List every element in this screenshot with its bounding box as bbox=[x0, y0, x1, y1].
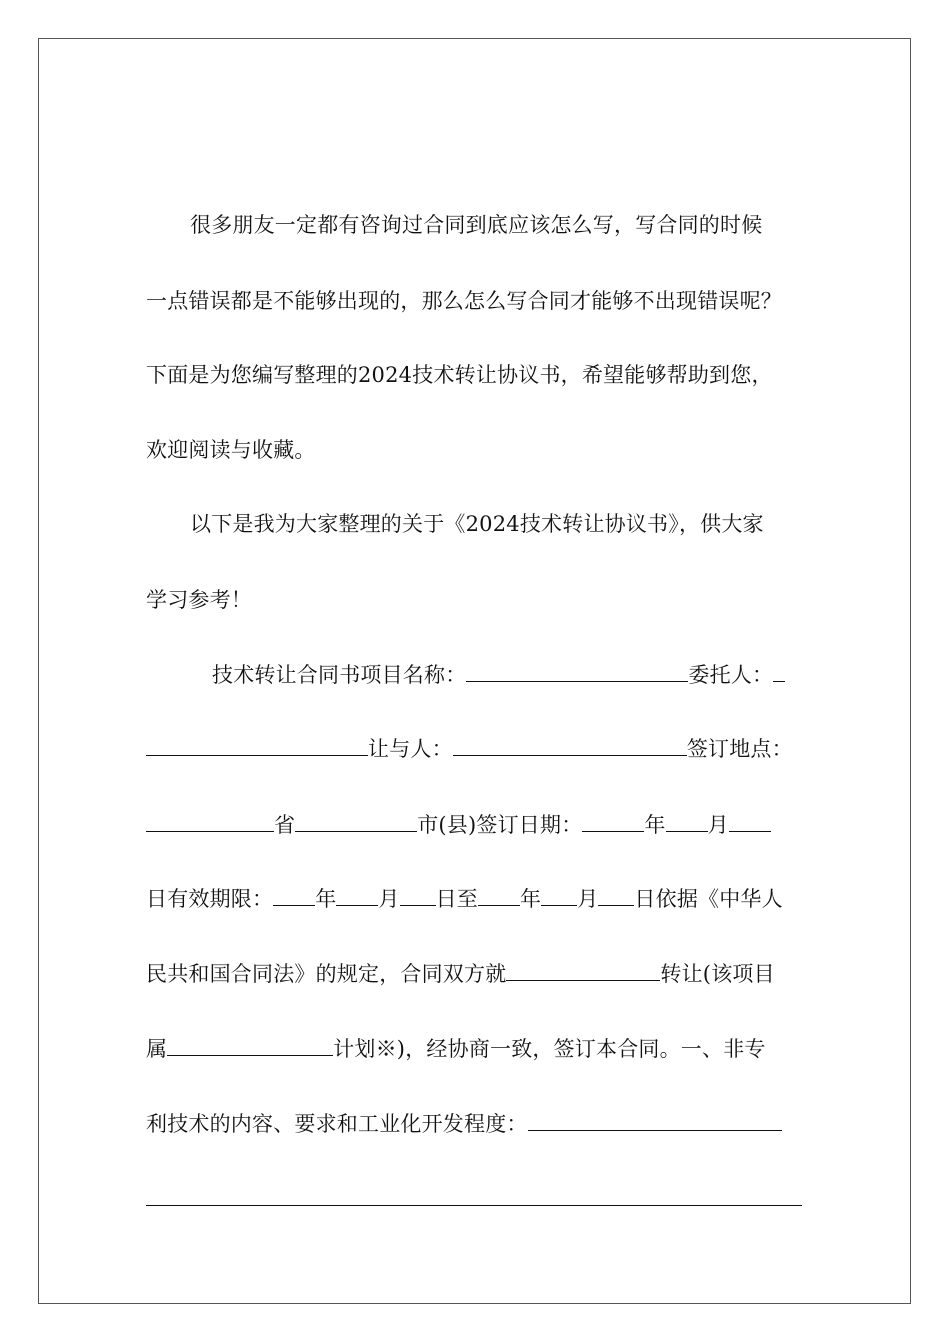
sign-month-label: 月 bbox=[707, 813, 729, 837]
from-year-blank bbox=[273, 885, 315, 906]
content-blank-line bbox=[146, 1205, 802, 1206]
entrust-label: 委托人： bbox=[688, 663, 774, 687]
from-month-blank bbox=[336, 885, 378, 906]
transfer-item-label: 转让(该项目 bbox=[660, 962, 775, 986]
province-blank bbox=[146, 811, 274, 832]
plan-blank bbox=[167, 1035, 333, 1056]
contract-line-5 bbox=[146, 959, 775, 989]
day-to-label: 日至 bbox=[435, 887, 479, 911]
contract-line-3 bbox=[146, 810, 771, 840]
entrust-blank-start bbox=[773, 661, 785, 682]
intro-line-3: 下面是为您编写整理的2024技术转让协议书，希望能够帮助到您， bbox=[146, 363, 773, 387]
from-month-label: 月 bbox=[378, 887, 400, 911]
intro-line-4: 欢迎阅读与收藏。 bbox=[146, 438, 316, 462]
intro-line-2: 一点错误都是不能够出现的，那么怎么写合同才能够不出现错误呢？ bbox=[146, 289, 782, 313]
transferee-blank bbox=[453, 735, 687, 756]
contract-line-7 bbox=[146, 1109, 782, 1139]
sign-day-blank bbox=[729, 811, 771, 832]
to-month-label: 月 bbox=[577, 887, 599, 911]
sign-year-blank bbox=[582, 811, 644, 832]
content-label: 利技术的内容、要求和工业化开发程度： bbox=[146, 1112, 528, 1136]
to-year-label: 年 bbox=[520, 887, 542, 911]
to-year-blank bbox=[478, 885, 520, 906]
validity-label: 日有效期限： bbox=[146, 887, 274, 911]
province-label: 省 bbox=[274, 813, 296, 837]
entrust-blank bbox=[146, 735, 368, 756]
transferee-label: 让与人： bbox=[368, 737, 453, 761]
sign-year-label: 年 bbox=[644, 813, 666, 837]
lead-line-2: 学习参考！ bbox=[146, 588, 252, 612]
law-text: 民共和国合同法》的规定，合同双方就 bbox=[146, 962, 507, 986]
content-blank bbox=[528, 1110, 782, 1131]
project-name-label: 技术转让合同书项目名称： bbox=[212, 663, 467, 687]
to-day-blank bbox=[598, 885, 634, 906]
contract-line-4 bbox=[146, 884, 783, 914]
city-date-label: 市(县)签订日期： bbox=[417, 813, 583, 837]
according-label: 日依据《中华人 bbox=[634, 887, 783, 911]
sign-place-label: 签订地点： bbox=[686, 737, 793, 761]
transfer-subject-blank bbox=[506, 960, 660, 981]
intro-line-1: 很多朋友一定都有咨询过合同到底应该怎么写，写合同的时候 bbox=[190, 213, 763, 237]
plan-tail-text: 计划※)，经协商一致，签订本合同。一、非专 bbox=[333, 1037, 766, 1061]
sign-month-blank bbox=[666, 811, 708, 832]
project-name-blank bbox=[466, 661, 688, 682]
to-month-blank bbox=[541, 885, 577, 906]
from-day-blank bbox=[400, 885, 436, 906]
from-year-label: 年 bbox=[315, 887, 337, 911]
belong-label: 属 bbox=[146, 1037, 168, 1061]
contract-line-2 bbox=[146, 734, 793, 764]
city-blank bbox=[295, 811, 417, 832]
contract-line-1 bbox=[212, 660, 785, 690]
contract-line-6 bbox=[146, 1034, 766, 1064]
lead-line-1: 以下是我为大家整理的关于《2024技术转让协议书》，供大家 bbox=[190, 512, 764, 536]
